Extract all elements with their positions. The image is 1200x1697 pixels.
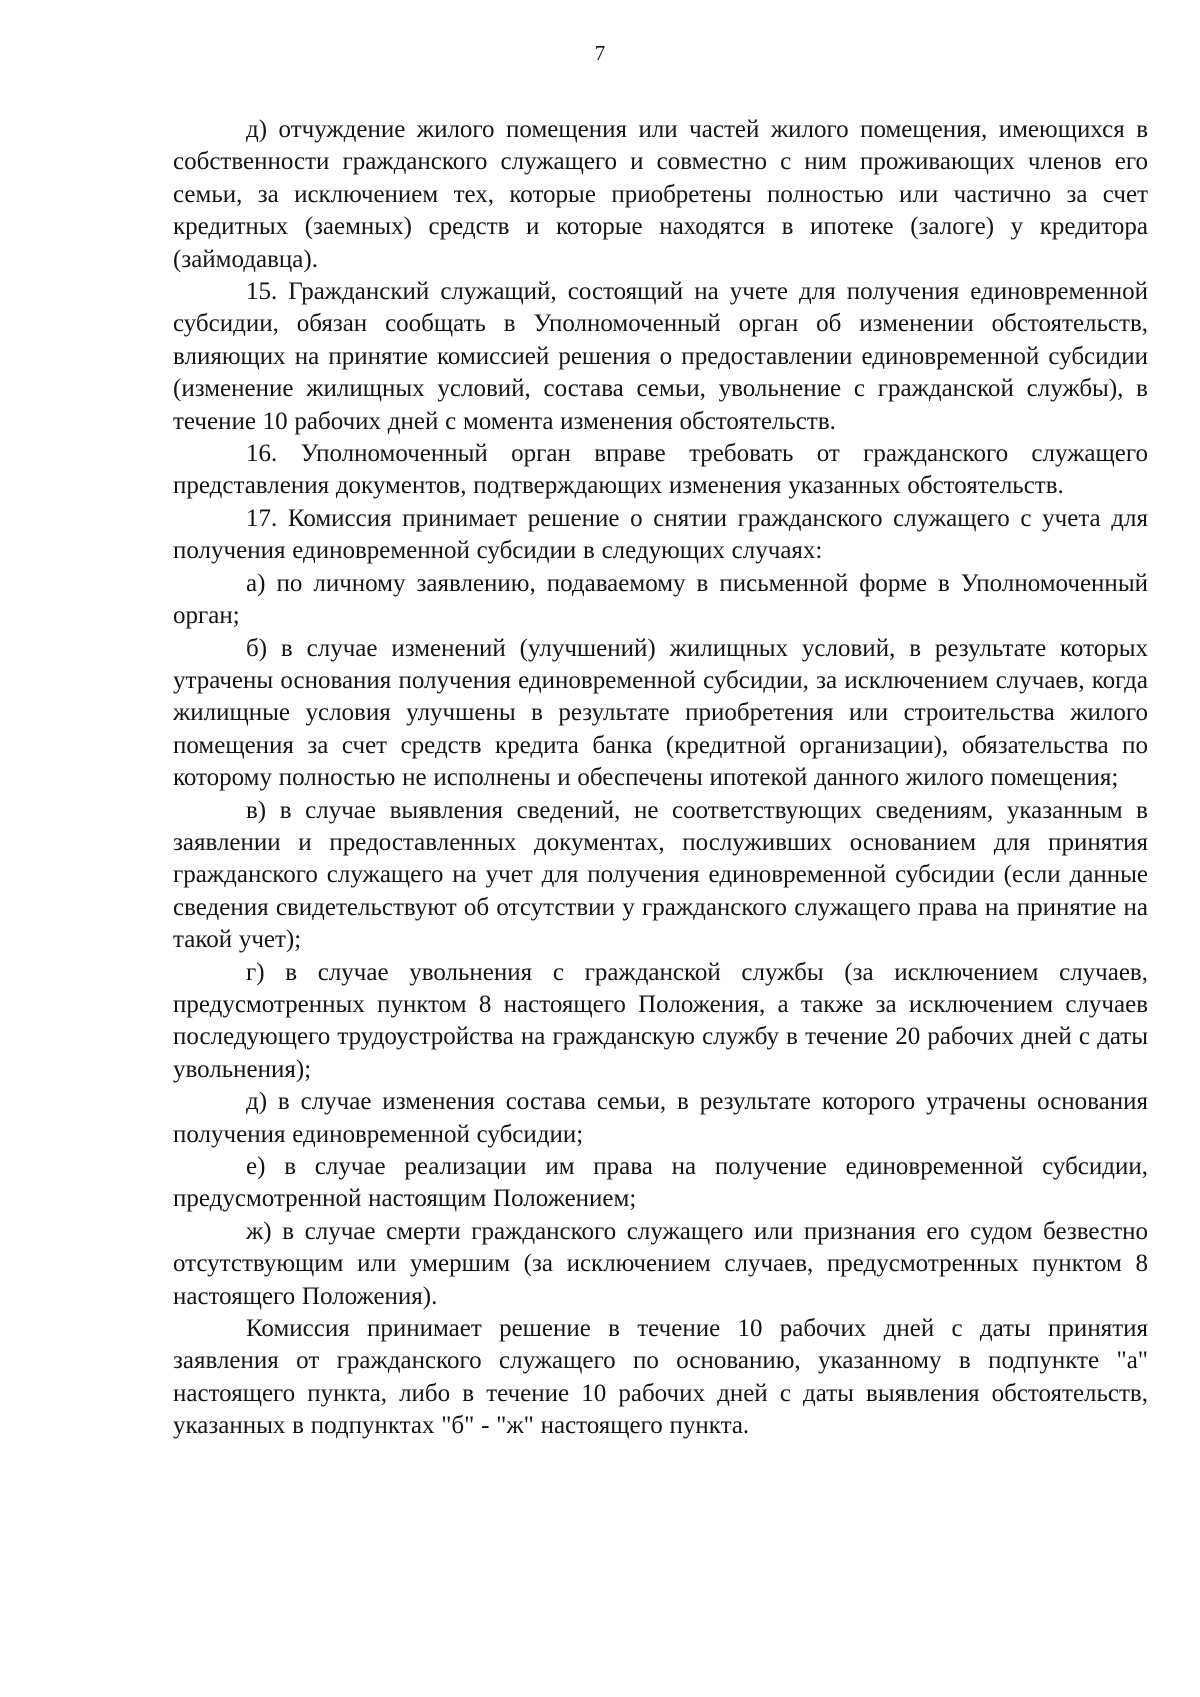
page-number: 7: [594, 41, 606, 65]
paragraph-17b: б) в случае изменений (улучшений) жилищных условий, в результате которых утрачены основания получения единовременной субсидии, за исключением случаев, когда жилищные условия улучшены в результате приобретения или строительства жилого помещения за счет средств кредита банка (кредитной организации), обязательства по которому полностью не исполнены и обеспечены ипотекой данного жилого помещения;: [173, 634, 1148, 792]
paragraph-16: 16. Уполномоченный орган вправе требовать от гражданского служащего представления документов, подтверждающих изменения указанных обстоятельств.: [173, 440, 1148, 500]
paragraph-14d: д) отчуждение жилого помещения или частей жилого помещения, имеющихся в собственности гражданского служащего и совместно с ним проживающих членов его семьи, за исключением тех, которые приобретены полностью или частично за счет кредитных (заемных) средств и которые находятся в ипотеке (залоге) у кредитора (займодавца).: [173, 116, 1148, 273]
document-body: [173, 114, 1148, 1443]
paragraph-17a: а) по личному заявлению, подаваемому в письменной форме в Уполномоченный орган;: [173, 569, 1148, 630]
paragraph-17v: в) в случае выявления сведений, не соответствующих сведениям, указанным в заявлении и предоставленных документах, послуживших основанием для принятия гражданского служащего на учет для получения единовременной субсидии (если данные сведения свидетельствуют об отсутствии у гражданского служащего права на принятие на такой учет);: [173, 796, 1148, 954]
paragraph-17g: г) в случае увольнения с гражданской службы (за исключением случаев, предусмотренных пунктом 8 настоящего Положения, а также за исключением случаев последующего трудоустройства на гражданскую службу в течение 20 рабочих дней с даты увольнения);: [173, 958, 1148, 1083]
paragraph-17zh: ж) в случае смерти гражданского служащего или признания его судом безвестно отсутствующим или умершим (за исключением случаев, предусмотренных пунктом 8 настоящего Положения).: [173, 1217, 1148, 1310]
paragraph-15: 15. Гражданский служащий, состоящий на учете для получения единовременной субсидии, обязан сообщать в Уполномоченный орган об изменении обстоятельств, влияющих на принятие комиссией решения о предоставлении единовременной субсидии (изменение жилищных условий, состава семьи, увольнение с гражданской службы), в течение 10 рабочих дней с момента изменения обстоятельств.: [173, 278, 1148, 435]
paragraph-commission-decision: Комиссия принимает решение в течение 10 рабочих дней с даты принятия заявления от гражданского служащего по основанию, указанному в подпункте "а" настоящего пункта, либо в течение 10 рабочих дней с даты выявления обстоятельств, указанных в подпунктах "б" - "ж" настоящего пункта.: [173, 1315, 1148, 1440]
paragraph-17e: е) в случае реализации им права на получение единовременной субсидии, предусмотренной настоящим Положением;: [173, 1153, 1148, 1213]
paragraph-17d: д) в случае изменения состава семьи, в результате которого утрачены основания получения единовременной субсидии;: [173, 1088, 1148, 1148]
paragraph-17: 17. Комиссия принимает решение о снятии гражданского служащего с учета для получения единовременной субсидии в следующих случаях:: [173, 504, 1148, 565]
